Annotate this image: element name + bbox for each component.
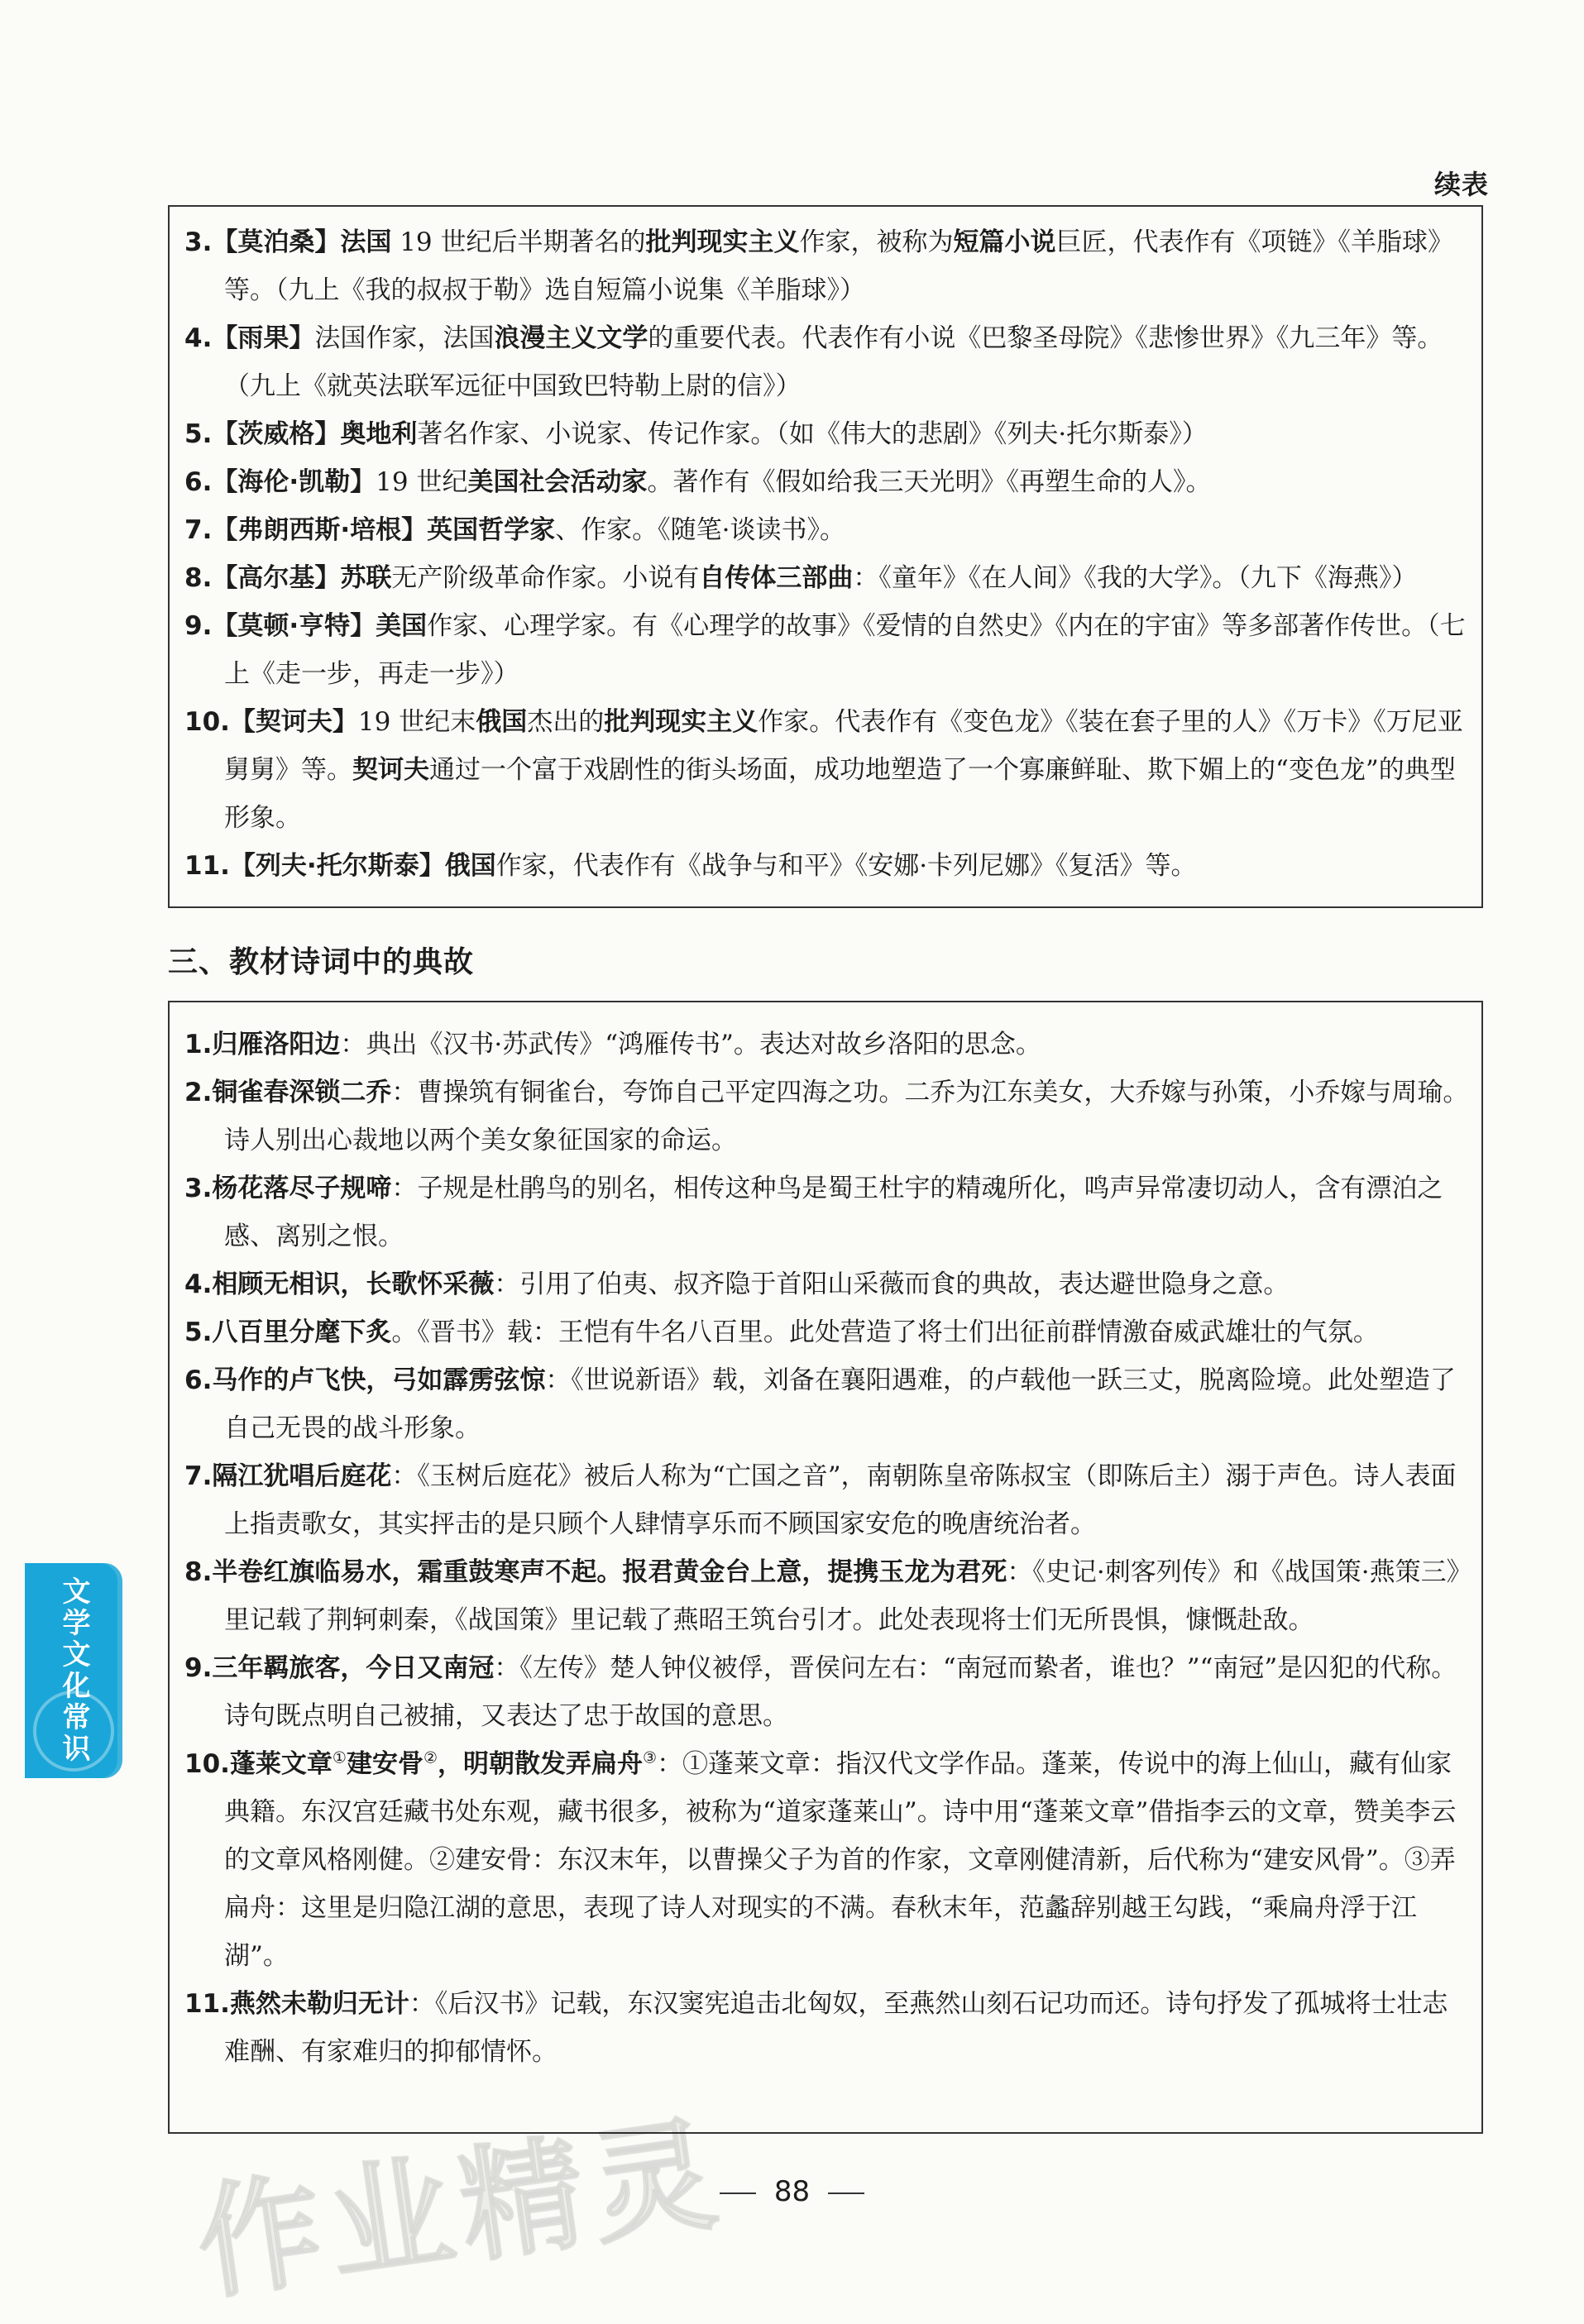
explanation-text: ：子规是杜鹃鸟的别名，相传这种鸟是蜀王杜宇的精魂所化，鸣声异常凄切动人，含有漂泊之感、离别之恨。 bbox=[224, 1174, 1443, 1251]
entry-number: 8. bbox=[184, 1557, 213, 1587]
emphasis-text: 法国 bbox=[340, 227, 392, 257]
author-entry bbox=[184, 218, 1470, 314]
body-text: 。著作有《假如给我三天光明》《再塑生命的人》。 bbox=[647, 467, 1212, 497]
allusion-entry bbox=[184, 1452, 1470, 1548]
emphasis-text: 英国哲学家 bbox=[427, 515, 556, 545]
body-text: 的重要代表。代表作有小说《巴黎圣母院》《悲惨世界》《九三年》等。（九上《就英法联军远征中国致巴特勒上尉的信》） bbox=[224, 323, 1443, 401]
emphasis-text: 契诃夫 bbox=[352, 755, 429, 785]
entry-number: 8. bbox=[184, 563, 213, 593]
author-entry bbox=[184, 842, 1470, 890]
body-text: 作家。代表作有《变色龙》《装在套子里的人》《万卡》《万尼亚舅舅》等。 bbox=[224, 707, 1463, 785]
entry-number: 9. bbox=[184, 611, 213, 641]
author-entry bbox=[184, 314, 1470, 410]
emphasis-text: 美国 bbox=[376, 611, 428, 641]
page-number: 88 bbox=[773, 2175, 811, 2208]
explanation-text: ：《玉树后庭花》被后人称为“亡国之音”，南朝陈皇帝陈叔宝（即陈后主）溺于声色。诗人表面上指责歌女，其实抨击的是只顾个人肆情享乐而不顾国家安危的晚唐统治者。 bbox=[224, 1461, 1457, 1539]
allusion-line: 相顾无相识，长歌怀采薇 bbox=[212, 1270, 495, 1299]
body-text: 作家、心理学家。有《心理学的故事》《爱情的自然史》《内在的宇宙》等多部著作传世。（七上《走一步，再走一步》） bbox=[224, 611, 1466, 689]
allusion-line: 归雁洛阳边 bbox=[212, 1030, 341, 1059]
entry-number: 3. bbox=[184, 1174, 213, 1203]
allusion-line: 铜雀春深锁二乔 bbox=[212, 1078, 392, 1107]
explanation-text: ：曹操筑有铜雀台，夸饰自己平定四海之功。二乔为江东美女，大乔嫁与孙策，小乔嫁与周瑜。诗人别出心裁地以两个美女象征国家的命运。 bbox=[224, 1078, 1469, 1155]
allusions-box bbox=[168, 1001, 1483, 2134]
entry-number: 3. bbox=[184, 227, 213, 257]
author-entry bbox=[184, 602, 1470, 698]
explanation-text: ：①蓬莱文章：指汉代文学作品。蓬莱，传说中的海上仙山，藏有仙家典籍。东汉宫廷藏书处东观，藏书很多，被称为“道家蓬莱山”。诗中用“蓬莱文章”借指李云的文章，赞美李云的文章风格刚健。②建安骨：东汉末年，以曹操父子为首的作家，文章刚健清新，后代称为“建安风骨”。③弄扁舟：这里是归隐江湖的意思，表现了诗人对现实的不满。春秋末年，范蠡辞别越王勾践，“乘扁舟浮于江湖”。 bbox=[224, 1749, 1457, 1971]
author-entry bbox=[184, 506, 1470, 554]
allusion-line: 八百里分麾下炙 bbox=[212, 1317, 392, 1347]
author-entry bbox=[184, 698, 1470, 842]
side-category-tab bbox=[25, 1563, 122, 1778]
entry-number: 10. bbox=[184, 1749, 230, 1779]
body-text: 通过一个富于戏剧性的街头场面，成功地塑造了一个寡廉鲜耻、欺下媚上的“变色龙”的典型形象。 bbox=[224, 755, 1456, 833]
explanation-text: ：典出《汉书·苏武传》“鸿雁传书”。表达对故乡洛阳的思念。 bbox=[340, 1030, 1041, 1059]
allusion-entry bbox=[184, 1069, 1470, 1164]
explanation-text: ：《史记·刺客列传》和《战国策·燕策三》里记载了荆轲刺秦，《战国策》里记载了燕昭王筑台引才。此处表现将士们无所畏惧，慷慨赴敌。 bbox=[224, 1557, 1460, 1635]
author-entry bbox=[184, 458, 1470, 506]
allusion-line: 马作的卢飞快，弓如霹雳弦惊 bbox=[212, 1365, 546, 1395]
body-text: ：《童年》《在人间》《我的大学》。（九下《海燕》） bbox=[853, 563, 1418, 593]
entry-number: 9. bbox=[184, 1653, 213, 1683]
author-name: 【海伦·凯勒】 bbox=[212, 467, 376, 497]
footnote-marker: ③ bbox=[643, 1748, 658, 1767]
body-text: 作家，代表作有《战争与和平》《安娜·卡列尼娜》《复活》等。 bbox=[495, 851, 1197, 881]
author-entry bbox=[184, 410, 1470, 458]
footnote-marker: ① bbox=[332, 1748, 347, 1767]
authors-table-continued bbox=[168, 205, 1483, 908]
emphasis-text: 俄国 bbox=[476, 707, 528, 737]
allusion-entry bbox=[184, 1740, 1470, 1980]
entry-number: 2. bbox=[184, 1078, 213, 1107]
entry-number: 4. bbox=[184, 323, 213, 353]
body-text: 杰出的 bbox=[527, 707, 605, 737]
allusion-line: 燕然未勒归无计 bbox=[229, 1989, 409, 2019]
author-name: 【雨果】 bbox=[212, 323, 315, 353]
emphasis-text: 短篇小说 bbox=[953, 227, 1056, 257]
footer-dash-left bbox=[720, 2192, 756, 2194]
emphasis-text: 浪漫主义文学 bbox=[494, 323, 648, 353]
allusion-entry bbox=[184, 1308, 1470, 1356]
allusion-line: 三年羁旅客，今日又南冠 bbox=[212, 1653, 495, 1683]
explanation-text: ：《后汉书》记载，东汉窦宪追击北匈奴，至燕然山刻石记功而还。诗句抒发了孤城将士壮志难酬、有家难归的抑郁情怀。 bbox=[224, 1989, 1448, 2067]
author-name: 【莫泊桑】 bbox=[212, 227, 341, 257]
entry-number: 7. bbox=[184, 1461, 213, 1491]
allusion-entry bbox=[184, 1644, 1470, 1740]
allusion-line: 隔江犹唱后庭花 bbox=[212, 1461, 392, 1491]
allusion-entry bbox=[184, 1356, 1470, 1452]
emphasis-text: 奥地利 bbox=[340, 419, 418, 449]
emphasis-text: 批判现实主义 bbox=[604, 707, 759, 737]
author-name: 【茨威格】 bbox=[212, 419, 341, 449]
emphasis-text: 自传体三部曲 bbox=[699, 563, 854, 593]
entry-number: 7. bbox=[184, 515, 213, 545]
emphasis-text: 苏联 bbox=[340, 563, 392, 593]
entry-number: 5. bbox=[184, 419, 213, 449]
allusion-entry bbox=[184, 1021, 1470, 1069]
body-text: 、作家。《随笔·谈读书》。 bbox=[555, 515, 845, 545]
explanation-text: 。《晋书》载：王恺有牛名八百里。此处营造了将士们出征前群情激奋威武雄壮的气氛。 bbox=[391, 1317, 1379, 1347]
body-text: 19 世纪末 bbox=[357, 707, 476, 737]
author-name: 【弗朗西斯·培根】 bbox=[212, 515, 428, 545]
page-footer bbox=[0, 2175, 1584, 2208]
section-title: 三、教材诗词中的典故 bbox=[168, 945, 475, 979]
entry-number: 10. bbox=[184, 707, 230, 737]
body-text: 19 世纪 bbox=[376, 467, 468, 497]
emphasis-text: 美国社会活动家 bbox=[467, 467, 648, 497]
emphasis-text: 批判现实主义 bbox=[645, 227, 800, 257]
side-tab-label: 文学文化常识 bbox=[57, 1576, 90, 1765]
body-text: 无产阶级革命作家。小说有 bbox=[391, 563, 700, 593]
footnote-marker: ② bbox=[423, 1748, 438, 1767]
author-entry bbox=[184, 554, 1470, 602]
entry-number: 11. bbox=[184, 851, 230, 881]
allusion-line: 半卷红旗临易水，霜重鼓寒声不起。报君黄金台上意，提携玉龙为君死 bbox=[212, 1557, 1007, 1587]
allusion-line: 杨花落尽子规啼 bbox=[212, 1174, 392, 1203]
allusion-entry bbox=[184, 1548, 1470, 1644]
explanation-text: ：《世说新语》载，刘备在襄阳遇难，的卢载他一跃三丈，脱离险境。此处塑造了自己无畏的战斗形象。 bbox=[224, 1365, 1456, 1443]
author-name: 【莫顿·亨特】 bbox=[212, 611, 376, 641]
allusion-line: 建安骨 bbox=[346, 1749, 424, 1779]
body-text: 作家，被称为 bbox=[799, 227, 954, 257]
allusion-line: ，明朝散发弄扁舟 bbox=[438, 1749, 644, 1779]
entry-number: 1. bbox=[184, 1030, 213, 1059]
body-text: 著名作家、小说家、传记作家。（如《伟大的悲剧》《列夫·托尔斯泰》） bbox=[417, 419, 1208, 449]
continued-label: 续表 bbox=[1433, 169, 1489, 200]
entry-number: 4. bbox=[184, 1270, 213, 1299]
author-name: 【列夫·托尔斯泰】 bbox=[229, 851, 445, 881]
allusion-entry bbox=[184, 1260, 1470, 1308]
author-name: 【高尔基】 bbox=[212, 563, 341, 593]
watermark-logo: 作业精灵 bbox=[188, 2102, 733, 2318]
allusion-entry bbox=[184, 1980, 1470, 2076]
entry-number: 11. bbox=[184, 1989, 230, 2019]
footer-dash-right bbox=[828, 2192, 864, 2194]
entry-number: 6. bbox=[184, 1365, 213, 1395]
allusion-line: 蓬莱文章 bbox=[229, 1749, 333, 1779]
allusion-entry bbox=[184, 1164, 1470, 1260]
explanation-text: ：《左传》楚人钟仪被俘，晋侯问左右：“南冠而絷者，谁也？”“南冠”是囚犯的代称。诗句既点明自己被捕，又表达了忠于故国的意思。 bbox=[224, 1653, 1457, 1731]
explanation-text: ：引用了伯夷、叔齐隐于首阳山采薇而食的典故，表达避世隐身之意。 bbox=[494, 1270, 1290, 1299]
body-text: 法国作家，法国 bbox=[314, 323, 495, 353]
author-name: 【契诃夫】 bbox=[229, 707, 358, 737]
emphasis-text: 俄国 bbox=[444, 851, 496, 881]
cloud-swirl-icon bbox=[33, 1690, 114, 1772]
entry-number: 6. bbox=[184, 467, 213, 497]
body-text: 19 世纪后半期著名的 bbox=[391, 227, 646, 257]
body-text: 巨匠，代表作有《项链》《羊脂球》等。（九上《我的叔叔于勒》选自短篇小说集《羊脂球》） bbox=[224, 227, 1454, 305]
entry-number: 5. bbox=[184, 1317, 213, 1347]
